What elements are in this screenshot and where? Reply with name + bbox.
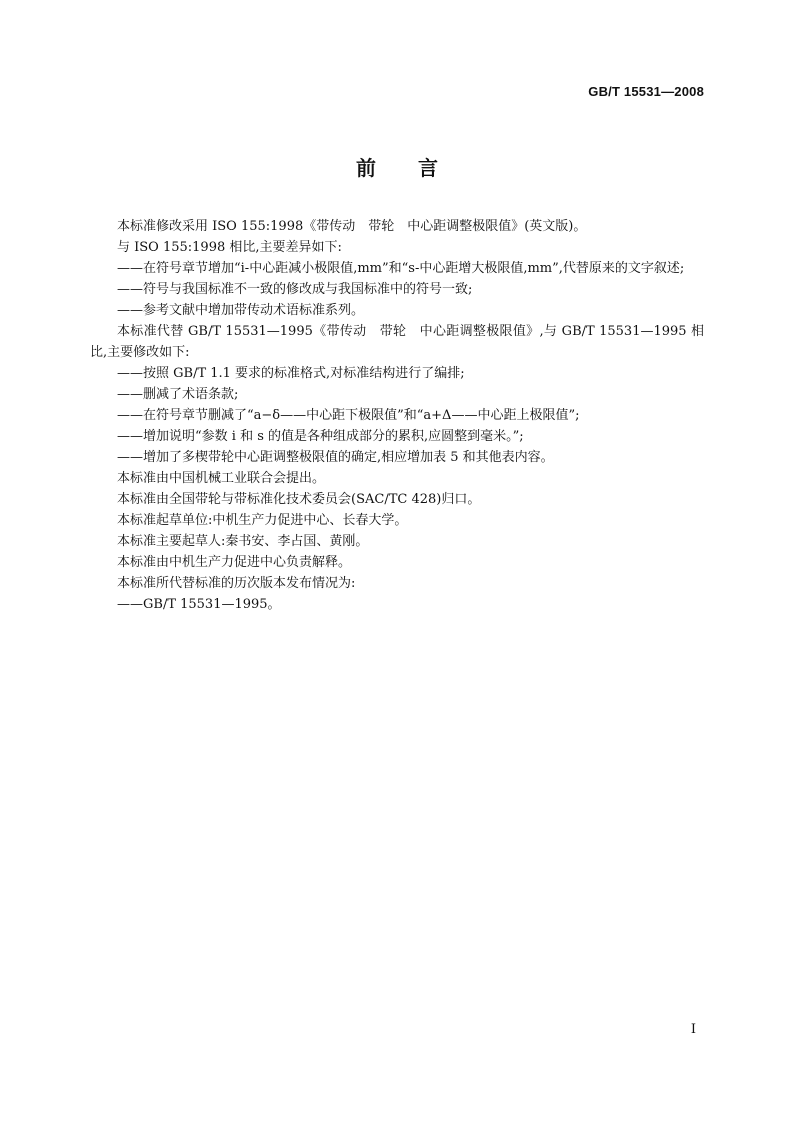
list-item-text: 在符号章节删减了“a−δ——中心距下极限值”和“a+Δ——中心距上极限值”; [143, 408, 580, 423]
dash-mark: —— [117, 366, 143, 381]
list-item-text: 参考文献中增加带传动术语标准系列。 [143, 303, 365, 318]
paragraph: 本标准主要起草人:秦书安、李占国、黄刚。 [117, 534, 369, 549]
list-item-text: 按照 GB/T 1.1 要求的标准格式,对标准结构进行了编排; [143, 366, 465, 381]
list-item-text: 删减了术语条款; [143, 387, 239, 402]
list-item-text: 增加了多楔带轮中心距调整极限值的确定,相应增加表 5 和其他表内容。 [143, 450, 554, 465]
dash-mark: —— [117, 387, 143, 402]
standard-code: GB/T 15531—2008 [588, 84, 704, 99]
paragraph: 本标准由中国机械工业联合会提出。 [117, 471, 326, 486]
list-item [90, 279, 704, 300]
paragraph: 本标准由中机生产力促进中心负责解释。 [117, 555, 352, 570]
list-item [90, 363, 704, 384]
page-title: 前言 [356, 156, 480, 180]
page-number: I [690, 1022, 696, 1037]
dash-mark: —— [117, 282, 143, 297]
dash-mark: —— [117, 303, 143, 318]
paragraph: 与 ISO 155:1998 相比,主要差异如下: [117, 240, 342, 255]
paragraph: 本标准所代替标准的历次版本发布情况为: [117, 576, 356, 591]
list-item [90, 258, 704, 279]
list-item [90, 300, 704, 321]
dash-mark: —— [117, 261, 143, 276]
paragraph: 本标准修改采用 ISO 155:1998《带传动 带轮 中心距调整极限值》(英文版)。 [117, 219, 587, 234]
dash-mark: —— [117, 597, 143, 612]
document-body [90, 216, 704, 615]
list-item [90, 447, 704, 468]
paragraph: 本标准代替 GB/T 15531—1995《带传动 带轮 中心距调整极限值》,与 GB/T 15531—1995 相比,主要修改如下: [90, 324, 704, 360]
paragraph: 本标准由全国带轮与带标准化技术委员会(SAC/TC 428)归口。 [117, 492, 481, 507]
list-item [90, 426, 704, 447]
list-item-text: 符号与我国标准不一致的修改成与我国标准中的符号一致; [143, 282, 473, 297]
list-item [90, 594, 704, 615]
dash-mark: —— [117, 429, 143, 444]
list-item [90, 405, 704, 426]
paragraph: 本标准起草单位:中机生产力促进中心、长春大学。 [117, 513, 408, 528]
list-item-text: GB/T 15531—1995。 [143, 597, 281, 612]
list-item-text: 增加说明“参数 i 和 s 的值是各种组成部分的累积,应圆整到毫米。”; [143, 429, 524, 444]
dash-mark: —— [117, 450, 143, 465]
dash-mark: —— [117, 408, 143, 423]
list-item-text: 在符号章节增加“i-中心距减小极限值,mm”和“s-中心距增大极限值,mm”,代替原来的文字叙述; [143, 261, 685, 276]
list-item [90, 384, 704, 405]
